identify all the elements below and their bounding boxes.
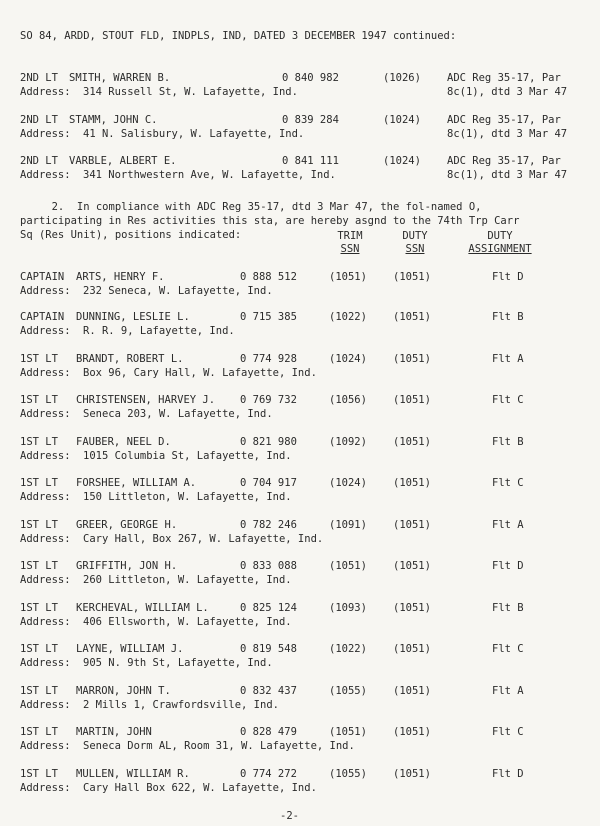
entry-rank: 2ND LT xyxy=(20,72,58,84)
entry-serial: 0 841 111 xyxy=(282,155,339,167)
officer-address: 905 N. 9th St, Lafayette, Ind. xyxy=(83,657,273,669)
officer-address-label: Address: xyxy=(20,285,71,297)
officer-duty-ssn: (1051) xyxy=(393,685,431,697)
paragraph-line: Sq (Res Unit), positions indicated: xyxy=(20,229,242,241)
officer-name: FORSHEE, WILLIAM A. xyxy=(76,477,197,489)
officer-rank: 1ST LT xyxy=(20,560,58,572)
officer-trim-ssn: (1055) xyxy=(329,768,367,780)
officer-trim-ssn: (1051) xyxy=(329,271,367,283)
officer-serial: 0 825 124 xyxy=(240,602,297,614)
entry-authority: ADC Reg 35-17, Par xyxy=(447,72,561,84)
officer-name: KERCHEVAL, WILLIAM L. xyxy=(76,602,209,614)
entry-address-label: Address: xyxy=(20,86,71,98)
officer-trim-ssn: (1056) xyxy=(329,394,367,406)
officer-rank: 1ST LT xyxy=(20,477,58,489)
officer-assignment: Flt C xyxy=(492,394,524,406)
entry-rank: 2ND LT xyxy=(20,114,58,126)
officer-name: GRIFFITH, JON H. xyxy=(76,560,178,572)
officer-assignment: Flt B xyxy=(492,436,524,448)
officer-assignment: Flt D xyxy=(492,271,524,283)
entry-serial: 0 840 982 xyxy=(282,72,339,84)
officer-name: CHRISTENSEN, HARVEY J. xyxy=(76,394,216,406)
officer-duty-ssn: (1051) xyxy=(393,394,431,406)
officer-serial: 0 774 272 xyxy=(240,768,297,780)
officer-name: ARTS, HENRY F. xyxy=(76,271,165,283)
officer-serial: 0 833 088 xyxy=(240,560,297,572)
officer-address-label: Address: xyxy=(20,574,71,586)
officer-name: LAYNE, WILLIAM J. xyxy=(76,643,184,655)
officer-rank: 1ST LT xyxy=(20,353,58,365)
officer-name: FAUBER, NEEL D. xyxy=(76,436,171,448)
officer-address-label: Address: xyxy=(20,533,71,545)
officer-duty-ssn: (1051) xyxy=(393,643,431,655)
officer-rank: 1ST LT xyxy=(20,726,58,738)
officer-assignment: Flt B xyxy=(492,602,524,614)
officer-address-label: Address: xyxy=(20,325,71,337)
officer-address-label: Address: xyxy=(20,657,71,669)
entry-authority: ADC Reg 35-17, Par xyxy=(447,114,561,126)
officer-serial: 0 774 928 xyxy=(240,353,297,365)
entry-authority-date: 8c(1), dtd 3 Mar 47 xyxy=(447,128,568,140)
officer-rank: CAPTAIN xyxy=(20,311,65,323)
officer-address-label: Address: xyxy=(20,450,71,462)
officer-serial: 0 821 980 xyxy=(240,436,297,448)
officer-duty-ssn: (1051) xyxy=(393,353,431,365)
officer-trim-ssn: (1024) xyxy=(329,353,367,365)
entry-address: 341 Northwestern Ave, W. Lafayette, Ind. xyxy=(83,169,336,181)
officer-rank: 1ST LT xyxy=(20,768,58,780)
officer-address: Box 96, Cary Hall, W. Lafayette, Ind. xyxy=(83,367,317,379)
officer-duty-ssn: (1051) xyxy=(393,602,431,614)
paragraph-line: participating in Res activities this sta, are hereby asgnd to the 74th Trp Carr xyxy=(20,215,520,227)
officer-trim-ssn: (1051) xyxy=(329,560,367,572)
entry-code: (1024) xyxy=(383,114,421,126)
officer-address: Cary Hall Box 622, W. Lafayette, Ind. xyxy=(83,782,317,794)
officer-name: DUNNING, LESLIE L. xyxy=(76,311,190,323)
officer-duty-ssn: (1051) xyxy=(393,477,431,489)
officer-trim-ssn: (1055) xyxy=(329,685,367,697)
entry-name: SMITH, WARREN B. xyxy=(69,72,171,84)
officer-address: Seneca 203, W. Lafayette, Ind. xyxy=(83,408,273,420)
officer-rank: 1ST LT xyxy=(20,519,58,531)
officer-serial: 0 819 548 xyxy=(240,643,297,655)
officer-address: R. R. 9, Lafayette, Ind. xyxy=(83,325,235,337)
officer-trim-ssn: (1022) xyxy=(329,311,367,323)
column-trim-ssn: SSN xyxy=(340,243,360,255)
officer-assignment: Flt D xyxy=(492,768,524,780)
officer-trim-ssn: (1091) xyxy=(329,519,367,531)
entry-address-label: Address: xyxy=(20,169,71,181)
entry-address: 41 N. Salisbury, W. Lafayette, Ind. xyxy=(83,128,305,140)
entry-code: (1026) xyxy=(383,72,421,84)
entry-authority-date: 8c(1), dtd 3 Mar 47 xyxy=(447,86,568,98)
officer-duty-ssn: (1051) xyxy=(393,768,431,780)
officer-address-label: Address: xyxy=(20,616,71,628)
officer-serial: 0 832 437 xyxy=(240,685,297,697)
officer-address: 150 Littleton, W. Lafayette, Ind. xyxy=(83,491,292,503)
officer-serial: 0 888 512 xyxy=(240,271,297,283)
officer-address-label: Address: xyxy=(20,782,71,794)
officer-rank: 1ST LT xyxy=(20,394,58,406)
paragraph-line: 2. In compliance with ADC Reg 35-17, dtd 3 Mar 47, the fol-named O, xyxy=(20,201,482,213)
officer-address-label: Address: xyxy=(20,367,71,379)
officer-name: BRANDT, ROBERT L. xyxy=(76,353,184,365)
entry-authority: ADC Reg 35-17, Par xyxy=(447,155,561,167)
officer-assignment: Flt A xyxy=(492,519,524,531)
officer-duty-ssn: (1051) xyxy=(393,436,431,448)
officer-address: Cary Hall, Box 267, W. Lafayette, Ind. xyxy=(83,533,324,545)
officer-address-label: Address: xyxy=(20,491,71,503)
officer-rank: 1ST LT xyxy=(20,685,58,697)
officer-rank: 1ST LT xyxy=(20,436,58,448)
officer-duty-ssn: (1051) xyxy=(393,726,431,738)
officer-assignment: Flt A xyxy=(492,685,524,697)
officer-trim-ssn: (1092) xyxy=(329,436,367,448)
officer-trim-ssn: (1022) xyxy=(329,643,367,655)
officer-assignment: Flt A xyxy=(492,353,524,365)
officer-address: Seneca Dorm AL, Room 31, W. Lafayette, Ind. xyxy=(83,740,355,752)
column-duty-ssn: SSN xyxy=(405,243,425,255)
officer-assignment: Flt C xyxy=(492,643,524,655)
officer-name: MULLEN, WILLIAM R. xyxy=(76,768,190,780)
officer-serial: 0 769 732 xyxy=(240,394,297,406)
officer-address-label: Address: xyxy=(20,408,71,420)
officer-address-label: Address: xyxy=(20,740,71,752)
officer-serial: 0 828 479 xyxy=(240,726,297,738)
officer-address: 406 Ellsworth, W. Lafayette, Ind. xyxy=(83,616,292,628)
officer-trim-ssn: (1093) xyxy=(329,602,367,614)
entry-address-label: Address: xyxy=(20,128,71,140)
entry-serial: 0 839 284 xyxy=(282,114,339,126)
officer-serial: 0 715 385 xyxy=(240,311,297,323)
column-assignment-header: ASSIGNMENT xyxy=(468,243,532,255)
officer-duty-ssn: (1051) xyxy=(393,560,431,572)
officer-address: 260 Littleton, W. Lafayette, Ind. xyxy=(83,574,292,586)
column-assignment-label: DUTY xyxy=(487,230,513,242)
officer-address: 2 Mills 1, Crawfordsville, Ind. xyxy=(83,699,279,711)
entry-rank: 2ND LT xyxy=(20,155,58,167)
officer-address: 232 Seneca, W. Lafayette, Ind. xyxy=(83,285,273,297)
officer-serial: 0 704 917 xyxy=(240,477,297,489)
entry-code: (1024) xyxy=(383,155,421,167)
officer-rank: 1ST LT xyxy=(20,643,58,655)
column-trim-label: TRIM xyxy=(337,230,363,242)
entry-name: STAMM, JOHN C. xyxy=(69,114,158,126)
officer-name: GREER, GEORGE H. xyxy=(76,519,178,531)
officer-assignment: Flt C xyxy=(492,477,524,489)
officer-duty-ssn: (1051) xyxy=(393,519,431,531)
page-number: -2- xyxy=(280,810,299,822)
entry-authority-date: 8c(1), dtd 3 Mar 47 xyxy=(447,169,568,181)
officer-duty-ssn: (1051) xyxy=(393,271,431,283)
officer-assignment: Flt D xyxy=(492,560,524,572)
column-duty-label: DUTY xyxy=(402,230,428,242)
document-header: SO 84, ARDD, STOUT FLD, INDPLS, IND, DATED 3 DECEMBER 1947 continued: xyxy=(20,30,457,42)
entry-name: VARBLE, ALBERT E. xyxy=(69,155,177,167)
officer-serial: 0 782 246 xyxy=(240,519,297,531)
officer-name: MARRON, JOHN T. xyxy=(76,685,171,697)
officer-rank: 1ST LT xyxy=(20,602,58,614)
officer-name: MARTIN, JOHN xyxy=(76,726,152,738)
officer-address-label: Address: xyxy=(20,699,71,711)
officer-address: 1015 Columbia St, Lafayette, Ind. xyxy=(83,450,292,462)
officer-duty-ssn: (1051) xyxy=(393,311,431,323)
officer-assignment: Flt C xyxy=(492,726,524,738)
officer-rank: CAPTAIN xyxy=(20,271,65,283)
officer-trim-ssn: (1024) xyxy=(329,477,367,489)
officer-trim-ssn: (1051) xyxy=(329,726,367,738)
officer-assignment: Flt B xyxy=(492,311,524,323)
entry-address: 314 Russell St, W. Lafayette, Ind. xyxy=(83,86,298,98)
